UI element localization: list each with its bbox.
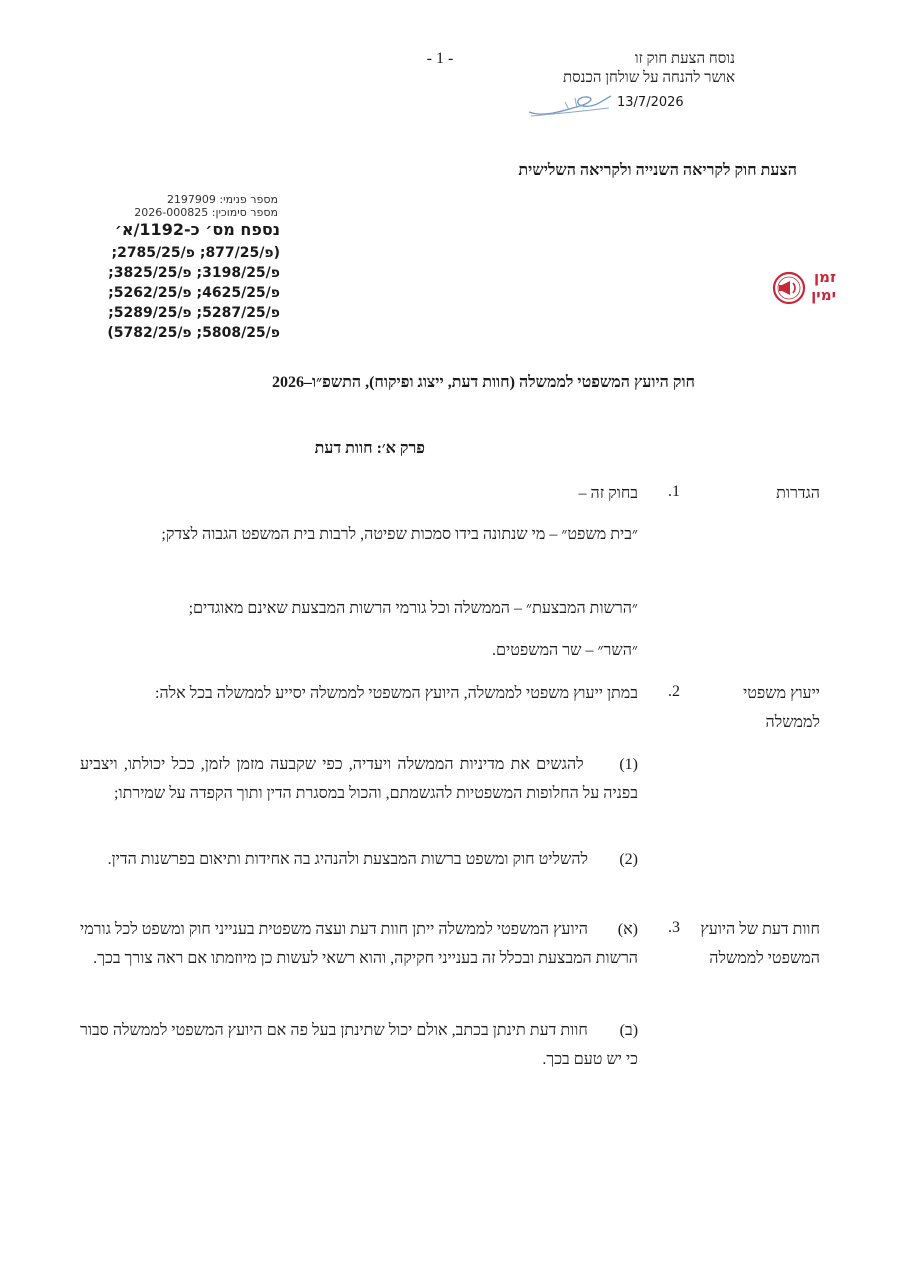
clock-megaphone-icon (772, 271, 806, 305)
subsection-text: חוות דעת תינתן בכתב, אולם יכול שתינתן בעל פה אם היועץ המשפטי לממשלה סבור כי יש טעם בכך. (80, 1022, 638, 1068)
bill-references (84, 243, 280, 343)
item-text: להשליט חוק ומשפט ברשות המבצעת ולהנהיג בה אחידות ותיאום בפרשנות הדין. (107, 851, 588, 868)
appendix-number: נספח מס׳ כ-1192/א׳ (114, 220, 280, 239)
logo-line-1: זמן (813, 268, 836, 286)
ref-line: (פ/877/25; פ/2785/25; (111, 245, 280, 261)
internal-number: מספר פנימי: 2197909 (166, 193, 278, 206)
item-number: (1) (619, 756, 638, 773)
meta-block (88, 193, 278, 219)
margin-note-opinions: חוות דעת של היועץ המשפטי לממשלה (700, 921, 820, 967)
version-line-2: אושר להנחה על שולחן הכנסת (562, 70, 735, 86)
item-text: להגשים את מדיניות הממשלה ויעדיה, כפי שקבעה מזמן לזמן, ככל יכולתו, ויצביע בפניה על החלופות המשפטיות להגשמתם, והכול במסגרת הדין ותוך הקפדה על שמירתו; (80, 756, 638, 802)
signature-icon (525, 88, 615, 122)
definition-court: ״בית משפט״ – מי שנתונה בידו סמכות שפיטה, לרבות בית המשפט הגבוה לצדק; (161, 526, 638, 543)
subsection-text: היועץ המשפטי לממשלה ייתן חוות דעת ועצה משפטית בענייני חוק ומשפט לכל גורמי הרשות המבצעת ובכלל זה בענייני חקיקה, והוא רשאי לעשות כן מיוזמתו אם ראה צורך בכך. (80, 921, 638, 967)
item-number: (2) (619, 851, 638, 868)
chapter-title: פרק א׳: חוות דעת (314, 440, 425, 457)
reference-number: מספר סימוכין: 2026-000825 (134, 206, 278, 219)
approval-date: 13/7/2026 (617, 95, 684, 110)
proposal-heading: הצעת חוק לקריאה השנייה ולקריאה השלישית (518, 162, 797, 179)
section-3-b (80, 1016, 638, 1074)
ref-line: פ/4625/25; פ/5262/25; (108, 285, 280, 301)
ref-line: פ/5287/25; פ/5289/25; (108, 305, 280, 321)
section-2-intro: במתן ייעוץ משפטי לממשלה, היועץ המשפטי לממשלה יסייע לממשלה בכל אלה: (155, 685, 638, 702)
version-line-1: נוסח הצעת חוק זו (634, 51, 735, 67)
subsection-number: (ב) (619, 1022, 639, 1039)
ref-line: פ/5808/25; פ/5782/25) (107, 325, 280, 341)
version-note (500, 50, 735, 88)
section-2-item-1 (80, 750, 638, 808)
logo (772, 268, 836, 308)
definition-minister: ״השר״ – שר המשפטים. (492, 642, 638, 659)
ref-line: פ/3198/25; פ/3825/25; (108, 265, 280, 281)
logo-line-2: ימין (811, 286, 836, 304)
page-number: - 1 - (426, 50, 454, 67)
section-number: 1. (668, 483, 680, 500)
section-number: 3. (668, 919, 680, 936)
definition-executive: ״הרשות המבצעת״ – הממשלה וכל גורמי הרשות המבצעת שאינם מאוגדים; (188, 600, 638, 617)
section-2-item-2 (80, 845, 638, 874)
subsection-number: (א) (617, 921, 639, 938)
section-3-a (80, 915, 638, 973)
section-1-intro: בחוק זה – (578, 485, 638, 502)
margin-note-legal-advice: ייעוץ משפטי לממשלה (743, 685, 820, 731)
margin-note-definitions: הגדרות (776, 485, 820, 502)
section-number: 2. (668, 683, 680, 700)
law-title: חוק היועץ המשפטי לממשלה (חוות דעת, ייצוג ופיקוח), התשפ״ו–2026 (271, 374, 695, 391)
